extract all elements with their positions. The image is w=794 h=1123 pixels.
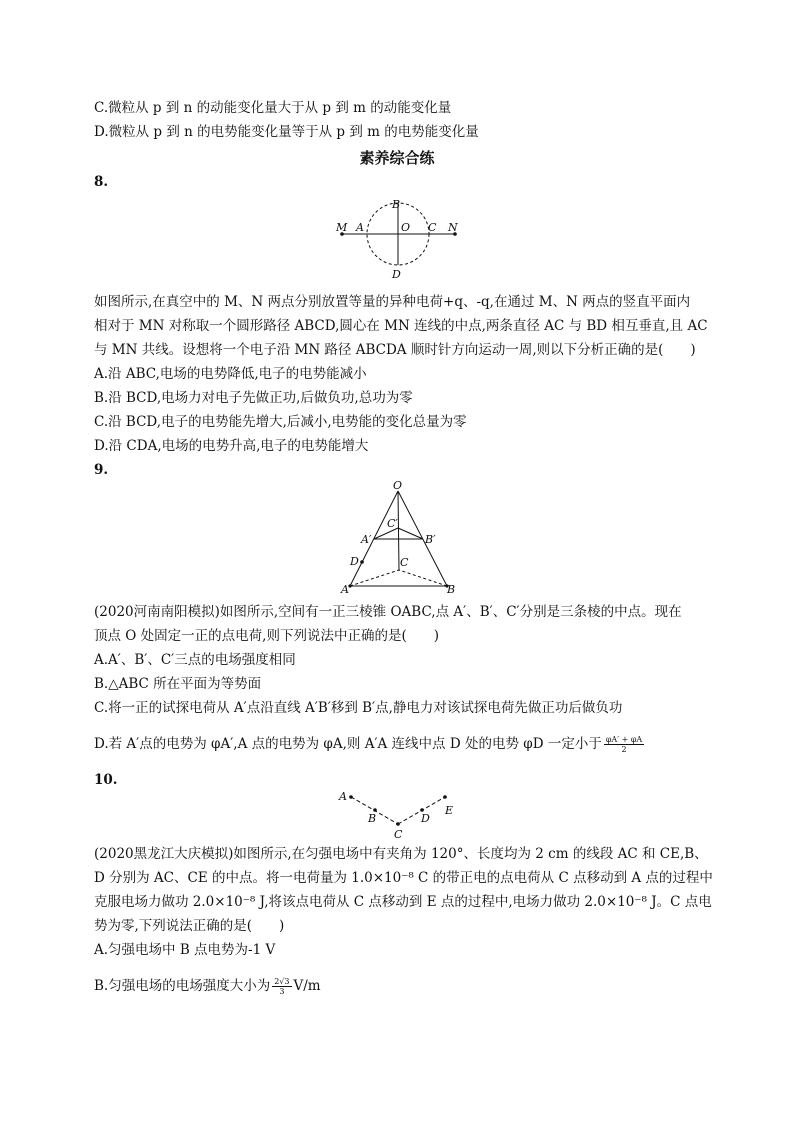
q9-number: 9. bbox=[94, 462, 109, 478]
q10-option-b-fraction bbox=[272, 977, 291, 996]
q10-option-a: A.匀强电场中 B 点电势为-1 V bbox=[94, 942, 276, 958]
q10-fraction-numerator: 2√3 bbox=[274, 977, 290, 986]
q10-label-C: C bbox=[394, 828, 403, 841]
q10-number: 10. bbox=[94, 772, 118, 788]
q9-option-b: B.△ABC 所在平面为等势面 bbox=[94, 676, 262, 692]
q7-option-d: D.微粒从 p 到 n 的电势能变化量等于从 p 到 m 的电势能变化量 bbox=[94, 124, 479, 140]
q8-circle-figure bbox=[330, 195, 470, 285]
q10-angle-figure bbox=[335, 786, 465, 844]
q8-option-d: D.沿 CDA,电场的电势升高,电子的电势能增大 bbox=[94, 438, 369, 454]
q8-label-B: B bbox=[392, 198, 401, 211]
q10-option-b-text: B.匀强电场的电场强度大小为 bbox=[94, 978, 271, 994]
q9-label-A-prime: A′ bbox=[361, 533, 372, 546]
q8-stem-line2: 相对于 MN 对称取一个圆形路径 ABCD,圆心在 MN 连线的中点,两条直径 AC 与 BD 相互垂直,且 AC bbox=[94, 318, 708, 334]
q10-fraction-denominator: 3 bbox=[279, 987, 285, 996]
q7-option-c: C.微粒从 p 到 n 的动能变化量大于从 p 到 m 的动能变化量 bbox=[94, 100, 452, 116]
q10-stem-line3: 克服电场力做功 2.0×10⁻⁸ J,将该点电荷从 C 点移动到 E 点的过程中,电场力做功 2.0×10⁻⁸ J。C 点电 bbox=[94, 894, 712, 910]
q10-label-D: D bbox=[421, 812, 430, 825]
q10-label-B: B bbox=[368, 812, 377, 825]
q10-stem-line4: 势为零,下列说法正确的是( ) bbox=[94, 918, 285, 934]
q10-label-E: E bbox=[445, 804, 454, 817]
q8-label-O: O bbox=[401, 221, 411, 234]
q8-option-c: C.沿 BCD,电子的电势能先增大,后减小,电势能的变化总量为零 bbox=[94, 414, 467, 430]
q9-option-a: A.A′、B′、C′三点的电场强度相同 bbox=[94, 652, 296, 668]
q9-option-d-text: D.若 A′点的电势为 φA′,A 点的电势为 φA,则 A′A 连线中点 D 处的电势 φD 一定小于 bbox=[94, 736, 602, 752]
q9-label-O: O bbox=[393, 480, 403, 492]
q8-stem-line3: 与 MN 共线。设想将一个电子沿 MN 路径 ABCDA 顺时针方向运动一周,则以下分析正确的是( ) bbox=[94, 342, 696, 358]
q10-option-b bbox=[94, 976, 321, 996]
q8-label-D: D bbox=[392, 268, 401, 281]
q10-option-b-unit: V/m bbox=[293, 978, 321, 994]
q8-label-N: N bbox=[448, 221, 458, 234]
q9-label-C-prime: C′ bbox=[387, 517, 398, 530]
section-title: 素养综合练 bbox=[359, 149, 435, 167]
q9-label-B-prime: B′ bbox=[425, 533, 436, 546]
q9-pyramid-figure bbox=[335, 480, 465, 600]
q8-label-M: M bbox=[336, 221, 348, 234]
q9-option-d bbox=[94, 734, 646, 754]
q9-label-A: A bbox=[341, 583, 349, 596]
q9-stem-line2: 顶点 O 处固定一正的点电荷,则下列说法中正确的是( ) bbox=[94, 628, 439, 644]
q9-fraction-numerator: φA′ + φA bbox=[605, 735, 643, 744]
q9-option-d-fraction bbox=[604, 735, 644, 754]
q8-option-a: A.沿 ABC,电场的电势降低,电子的电势能减小 bbox=[94, 366, 367, 382]
q9-stem-line1: (2020河南南阳模拟)如图所示,空间有一正三棱锥 OABC,点 A′、B′、C′分别是三条棱的中点。现在 bbox=[94, 604, 682, 620]
q10-stem-line1: (2020黑龙江大庆模拟)如图所示,在匀强电场中有夹角为 120°、长度均为 2 cm 的线段 AC 和 CE,B、 bbox=[94, 846, 708, 862]
q9-fraction-denominator: 2 bbox=[621, 745, 627, 754]
q8-stem-line1: 如图所示,在真空中的 M、N 两点分别放置等量的异种电荷+q、-q,在通过 M、N 两点的竖直平面内 bbox=[94, 294, 691, 310]
q9-label-C: C bbox=[400, 556, 409, 569]
q10-stem-line2: D 分别为 AC、CE 的中点。将一电荷量为 1.0×10⁻⁸ C 的带正电的点电荷从 C 点移动到 A 点的过程中 bbox=[94, 870, 713, 886]
q8-label-C: C bbox=[428, 221, 437, 234]
q8-number: 8. bbox=[94, 174, 109, 190]
q8-option-b: B.沿 BCD,电场力对电子先做正功,后做负功,总功为零 bbox=[94, 390, 413, 406]
q9-option-c: C.将一正的试探电荷从 A′点沿直线 A′B′移到 B′点,静电力对该试探电荷先做正功后做负功 bbox=[94, 700, 623, 716]
q8-label-A: A bbox=[356, 221, 364, 234]
q10-label-A: A bbox=[339, 790, 347, 803]
q9-label-B: B bbox=[447, 583, 456, 596]
q9-label-D: D bbox=[350, 555, 359, 568]
